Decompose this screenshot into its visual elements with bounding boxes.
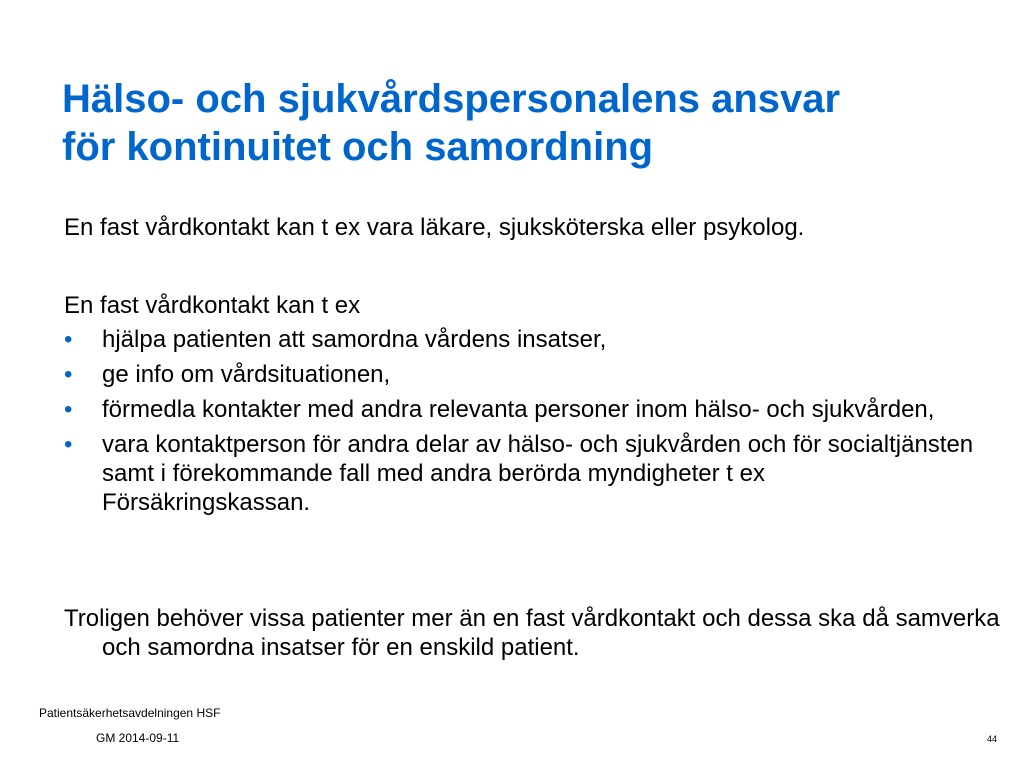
page-number: 44 (987, 734, 998, 744)
slide-title (62, 75, 1002, 171)
list-item (64, 360, 974, 389)
bullet-text: hjälpa patienten att samordna vårdens insatser, (102, 326, 607, 353)
bullet-text: ge info om vårdsituationen, (102, 361, 391, 388)
bullet-icon: • (64, 326, 73, 353)
footer-department: Patientsäkerhetsavdelningen HSF (39, 706, 221, 720)
bullet-text: vara kontaktperson för andra delar av hälso- och sjukvården och för socialtjänsten samt i förekommande fall med andra berörda myndigheter t ex Försäkringskassan. (102, 431, 974, 516)
closing-paragraph: Troligen behöver vissa patienter mer än en fast vårdkontakt och dessa ska då samverka och samordna insatser för en enskild patient. (64, 605, 1000, 661)
bullet-icon: • (64, 431, 73, 458)
bullet-list (64, 325, 974, 523)
intro-paragraph: En fast vårdkontakt kan t ex vara läkare, sjuksköterska eller psykolog. (64, 214, 805, 241)
lead-paragraph: En fast vårdkontakt kan t ex (64, 292, 361, 319)
slide-title-line-2: för kontinuitet och samordning (62, 125, 654, 169)
list-item (64, 325, 974, 354)
bullet-icon: • (64, 361, 73, 388)
bullet-text: förmedla kontakter med andra relevanta personer inom hälso- och sjukvården, (102, 396, 935, 423)
slide-title-line-1: Hälso- och sjukvårdspersonalens ansvar (62, 77, 841, 121)
footer-date: GM 2014-09-11 (96, 731, 180, 745)
list-item (64, 395, 974, 424)
bullet-icon: • (64, 396, 73, 423)
list-item (64, 430, 974, 517)
